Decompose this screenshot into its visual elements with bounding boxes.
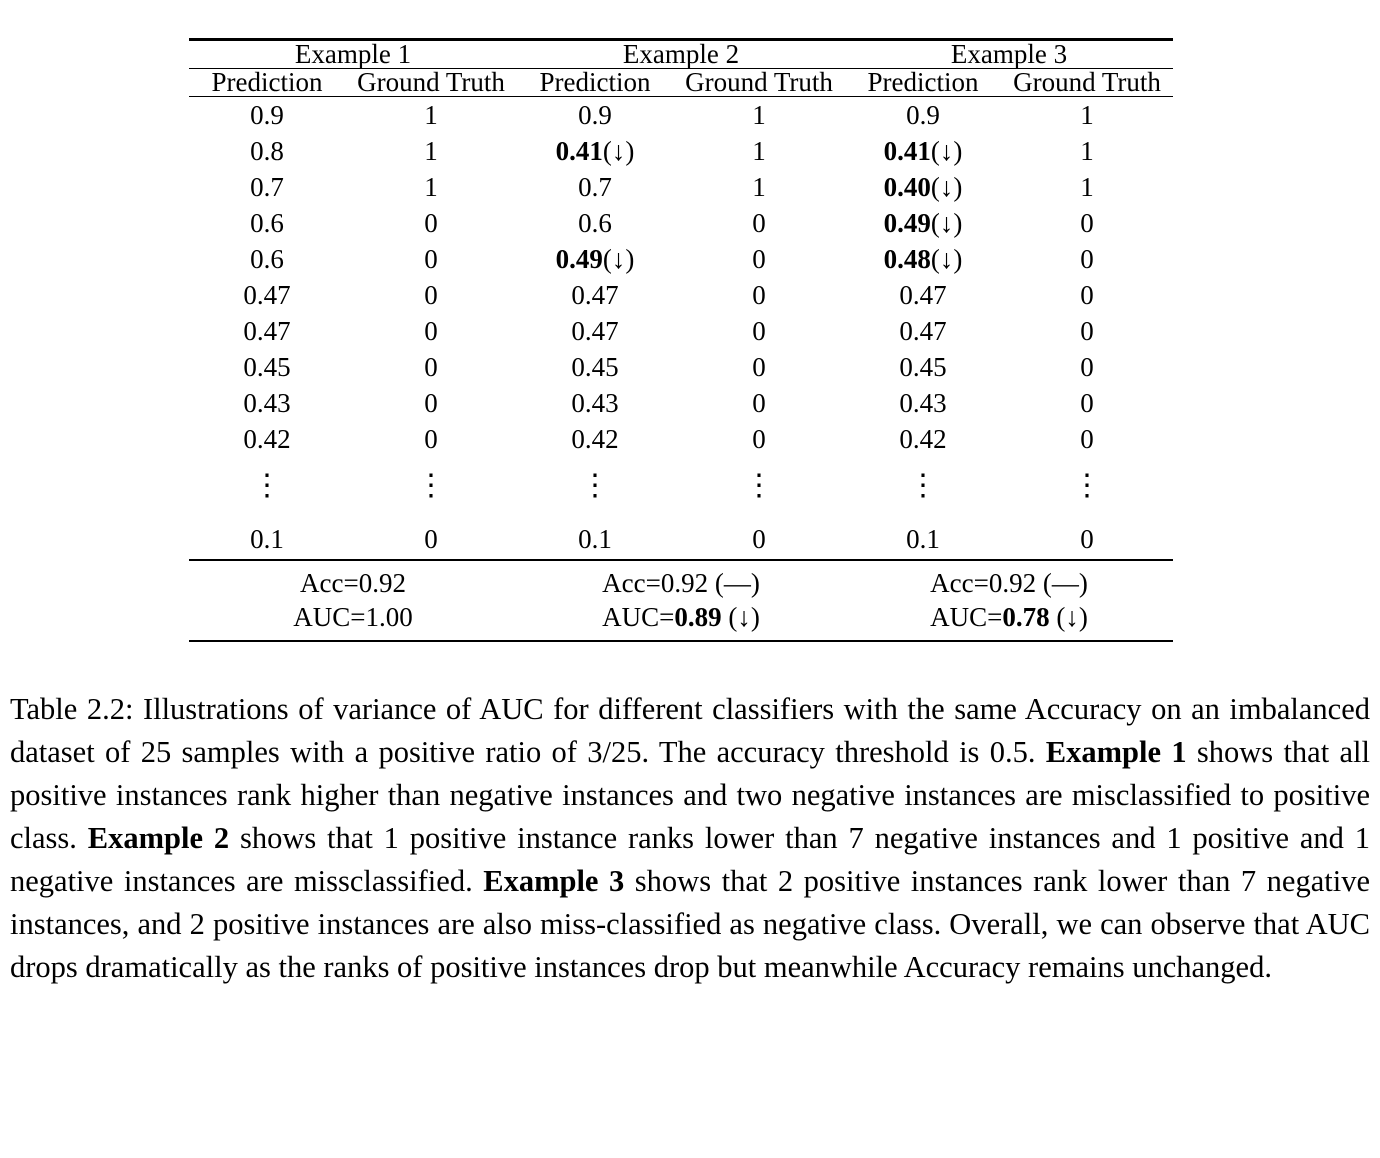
metric-label: AUC= (602, 601, 675, 632)
vertical-ellipsis-icon (189, 457, 345, 519)
summary-accuracy-example-1 (189, 560, 517, 600)
down-arrow-icon: (↓) (602, 243, 635, 274)
column-header-prediction-2: Prediction (539, 67, 651, 97)
cell-e1-prediction (189, 421, 345, 457)
prediction-value: 0.42 (571, 423, 619, 454)
prediction-value: 0.42 (899, 423, 947, 454)
summary-auc-example-3 (845, 600, 1173, 641)
table-row (189, 169, 1173, 205)
cell-e3-ground-truth: 0 (1080, 523, 1094, 554)
cell-e1-prediction (189, 349, 345, 385)
prediction-value: 0.49 (883, 207, 931, 238)
down-arrow-icon: (↓) (930, 243, 963, 274)
prediction-value: 0.6 (250, 243, 284, 274)
summary-accuracy-example-3 (845, 560, 1173, 600)
cell-e1-prediction (189, 313, 345, 349)
cell-e3-ground-truth: 0 (1080, 423, 1094, 454)
prediction-value: 0.49 (555, 243, 603, 274)
prediction-value: 0.6 (250, 207, 284, 238)
down-arrow-icon: (↓) (930, 207, 963, 238)
table-caption (10, 688, 1370, 989)
cell-e3-prediction (845, 169, 1001, 205)
down-arrow-icon: (↓) (930, 135, 963, 166)
table-row (189, 277, 1173, 313)
cell-e2-ground-truth: 0 (752, 423, 766, 454)
cell-e3-ground-truth: 0 (1080, 243, 1094, 274)
metric-trend-icon: (—) (708, 567, 760, 598)
prediction-value: 0.45 (899, 351, 947, 382)
cell-e1-prediction (189, 97, 345, 134)
prediction-value: 0.7 (578, 171, 612, 202)
table-row (189, 519, 1173, 560)
cell-e1-prediction (189, 241, 345, 277)
metric-trend-icon: (↓) (1049, 601, 1088, 632)
cell-e2-ground-truth: 0 (752, 351, 766, 382)
cell-e3-prediction (845, 277, 1001, 313)
table-row (189, 241, 1173, 277)
table-row (189, 97, 1173, 134)
prediction-value: 0.40 (883, 171, 931, 202)
cell-e1-ground-truth: 0 (424, 423, 438, 454)
cell-e3-prediction (845, 349, 1001, 385)
cell-e2-ground-truth: 1 (752, 135, 766, 166)
caption-emphasis: Example 1 (1045, 735, 1187, 769)
table-row (189, 313, 1173, 349)
cell-e3-prediction (845, 385, 1001, 421)
prediction-value: 0.9 (578, 99, 612, 130)
vertical-ellipsis-glyph: ⋮ (252, 468, 282, 502)
table-row (189, 421, 1173, 457)
cell-e3-prediction (845, 313, 1001, 349)
caption-text: shows that 2 positive instances rank lower than 7 negative instances, and 2 positive instances are also miss-classified as negative class. Overall, we can observe that AUC drops dramatically as the ranks of positive instances drop but meanwhile Accuracy remains unchanged. (10, 864, 1370, 984)
summary-accuracy-row (189, 560, 1173, 600)
cell-e3-ground-truth: 0 (1080, 315, 1094, 346)
cell-e2-ground-truth: 0 (752, 523, 766, 554)
cell-e1-ground-truth: 0 (424, 243, 438, 274)
cell-e2-prediction (517, 97, 673, 134)
cell-e3-prediction (845, 133, 1001, 169)
prediction-value: 0.43 (899, 387, 947, 418)
cell-e1-ground-truth: 1 (345, 97, 517, 134)
cell-e1-ground-truth: 0 (424, 207, 438, 238)
group-header-example-2: Example 2 (517, 40, 845, 69)
prediction-value: 0.47 (243, 279, 291, 310)
column-header-prediction-3: Prediction (867, 67, 979, 97)
cell-e2-prediction (517, 349, 673, 385)
column-header-ground-truth-1: Ground Truth (357, 67, 505, 97)
cell-e1-prediction (189, 277, 345, 313)
prediction-value: 0.45 (243, 351, 291, 382)
cell-e2-prediction (517, 205, 673, 241)
table-row (189, 349, 1173, 385)
metric-value: 1.00 (365, 601, 413, 632)
metric-label: AUC= (293, 601, 366, 632)
cell-e3-ground-truth: 1 (1080, 171, 1094, 202)
group-header-row (189, 40, 1173, 69)
cell-e2-ground-truth: 0 (752, 315, 766, 346)
auc-comparison-table (189, 38, 1173, 642)
cell-e1-ground-truth: 0 (424, 387, 438, 418)
cell-e2-prediction: 0.1 (578, 523, 612, 554)
rule (189, 641, 1173, 642)
cell-e3-ground-truth: 0 (1080, 351, 1094, 382)
cell-e2-prediction (517, 169, 673, 205)
cell-e3-ground-truth: 0 (1080, 279, 1094, 310)
metric-value: 0.89 (674, 601, 722, 632)
cell-e3-ground-truth: 0 (1080, 207, 1094, 238)
cell-e1-ground-truth: 0 (424, 315, 438, 346)
column-header-row (189, 69, 1173, 97)
group-header-example-3: Example 3 (845, 40, 1173, 69)
prediction-value: 0.6 (578, 207, 612, 238)
table-row (189, 385, 1173, 421)
cell-e2-prediction (517, 421, 673, 457)
caption-text: shows that 1 positive instance ranks lower than 7 negative instances and 1 positive and 1 negative instances are missclassified. (10, 821, 1370, 898)
prediction-value: 0.47 (899, 315, 947, 346)
summary-auc-row (189, 600, 1173, 641)
ellipsis-row (189, 457, 1173, 519)
cell-e3-ground-truth: 1 (1001, 97, 1173, 134)
metric-label: AUC= (930, 601, 1003, 632)
metric-trend-icon: (↓) (721, 601, 760, 632)
prediction-value: 0.43 (571, 387, 619, 418)
table-bottom-rule (189, 641, 1173, 642)
summary-auc-example-2 (517, 600, 845, 641)
table-body (189, 40, 1173, 643)
cell-e3-prediction (845, 97, 1001, 134)
cell-e2-ground-truth: 1 (752, 171, 766, 202)
vertical-ellipsis-glyph: ⋮ (416, 468, 446, 502)
cell-e2-ground-truth: 0 (752, 207, 766, 238)
down-arrow-icon: (↓) (602, 135, 635, 166)
column-header-ground-truth-2: Ground Truth (685, 67, 833, 97)
metric-value: 0.92 (988, 567, 1037, 598)
prediction-value: 0.8 (250, 135, 284, 166)
cell-e2-prediction (517, 133, 673, 169)
caption-text: shows that all positive instances rank higher than negative instances and two negative instances are misclassified to positive class. (10, 735, 1370, 855)
cell-e1-prediction (189, 169, 345, 205)
vertical-ellipsis-icon (673, 457, 845, 519)
table-row (189, 133, 1173, 169)
metric-value: 0.78 (1002, 601, 1050, 632)
prediction-value: 0.41 (555, 135, 603, 166)
prediction-value: 0.42 (243, 423, 291, 454)
column-header-ground-truth-3: Ground Truth (1013, 67, 1161, 97)
prediction-value: 0.41 (883, 135, 931, 166)
cell-e3-prediction (845, 241, 1001, 277)
prediction-value: 0.9 (906, 99, 940, 130)
group-header-example-1: Example 1 (189, 40, 517, 69)
prediction-value: 0.47 (899, 279, 947, 310)
vertical-ellipsis-glyph: ⋮ (908, 468, 938, 502)
down-arrow-icon: (↓) (930, 171, 963, 202)
vertical-ellipsis-icon (517, 457, 673, 519)
table-row (189, 205, 1173, 241)
caption-text: Table 2.2: Illustrations of variance of AUC for different classifiers with the same Accuracy on an imbalanced dataset of 25 samples with a positive ratio of 3/25. The accuracy threshold is 0.5. (10, 692, 1370, 769)
cell-e1-prediction (189, 133, 345, 169)
prediction-value: 0.47 (571, 279, 619, 310)
cell-e2-ground-truth: 0 (752, 279, 766, 310)
metric-value: 0.92 (358, 567, 406, 598)
vertical-ellipsis-icon (1001, 457, 1173, 519)
cell-e3-prediction (845, 205, 1001, 241)
metric-label: Acc= (300, 567, 359, 598)
prediction-value: 0.47 (243, 315, 291, 346)
cell-e1-prediction (189, 385, 345, 421)
summary-auc-example-1 (189, 600, 517, 641)
metric-label: Acc= (930, 567, 989, 598)
cell-e2-prediction (517, 241, 673, 277)
cell-e2-prediction (517, 385, 673, 421)
summary-accuracy-example-2 (517, 560, 845, 600)
cell-e2-prediction (517, 313, 673, 349)
cell-e1-ground-truth: 1 (424, 135, 438, 166)
cell-e1-ground-truth: 1 (424, 171, 438, 202)
cell-e1-ground-truth: 0 (424, 351, 438, 382)
cell-e3-ground-truth: 1 (1080, 135, 1094, 166)
metric-value: 0.92 (660, 567, 709, 598)
prediction-value: 0.47 (571, 315, 619, 346)
vertical-ellipsis-glyph: ⋮ (744, 468, 774, 502)
cell-e2-ground-truth: 0 (752, 243, 766, 274)
cell-e3-ground-truth: 0 (1080, 387, 1094, 418)
vertical-ellipsis-icon (345, 457, 517, 519)
prediction-value: 0.7 (250, 171, 284, 202)
cell-e1-prediction: 0.1 (250, 523, 284, 554)
cell-e3-prediction: 0.1 (906, 523, 940, 554)
cell-e1-ground-truth: 0 (424, 523, 438, 554)
cell-e1-ground-truth: 0 (424, 279, 438, 310)
cell-e1-prediction (189, 205, 345, 241)
cell-e2-prediction (517, 277, 673, 313)
prediction-value: 0.45 (571, 351, 619, 382)
table (189, 38, 1173, 642)
prediction-value: 0.43 (243, 387, 291, 418)
caption-emphasis: Example 3 (483, 864, 625, 898)
cell-e2-ground-truth: 1 (673, 97, 845, 134)
metric-label: Acc= (602, 567, 661, 598)
vertical-ellipsis-glyph: ⋮ (580, 468, 610, 502)
prediction-value: 0.9 (250, 99, 284, 130)
vertical-ellipsis-glyph: ⋮ (1072, 468, 1102, 502)
vertical-ellipsis-icon (845, 457, 1001, 519)
metric-trend-icon: (—) (1036, 567, 1088, 598)
column-header-prediction-1: Prediction (211, 67, 323, 97)
cell-e2-ground-truth: 0 (752, 387, 766, 418)
prediction-value: 0.48 (883, 243, 931, 274)
caption-emphasis: Example 2 (87, 821, 230, 855)
cell-e3-prediction (845, 421, 1001, 457)
